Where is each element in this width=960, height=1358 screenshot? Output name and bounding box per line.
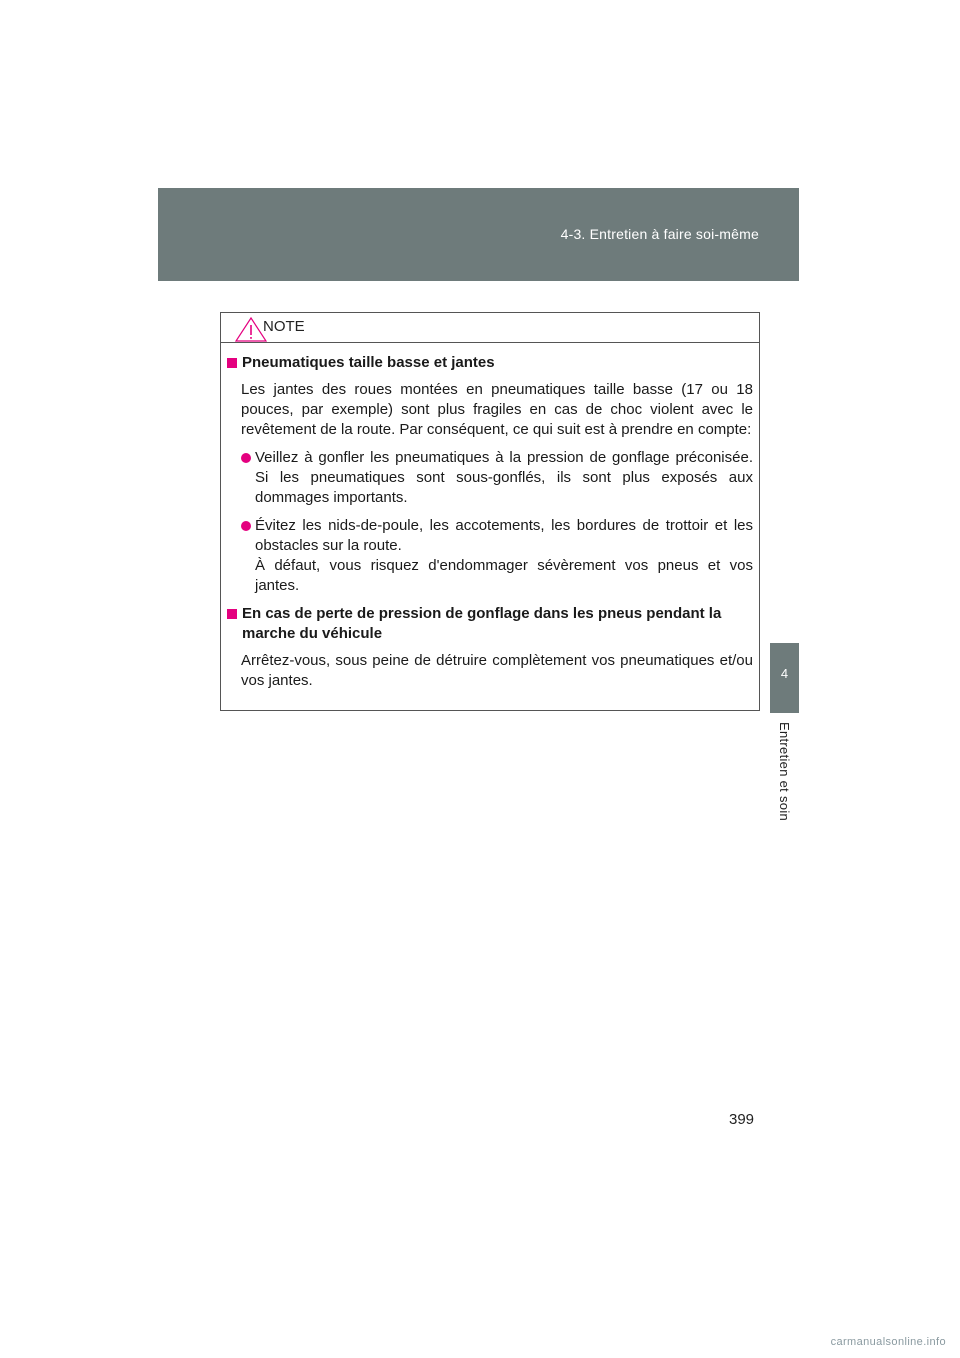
list-item: [241, 448, 753, 508]
page-number: 399: [729, 1111, 755, 1128]
list-item-line: À défaut, vous risquez d'endommager sévèrement vos pneus et vos jantes.: [255, 557, 753, 594]
list-item-text: [255, 516, 753, 596]
square-bullet-icon: [227, 358, 237, 368]
chapter-number: 4: [780, 666, 789, 681]
section-heading: [227, 353, 753, 373]
chapter-label: Entretien et soin: [777, 722, 792, 822]
section-heading: [227, 604, 753, 644]
note-box: [220, 312, 760, 711]
note-body: [221, 343, 759, 691]
header-band: [158, 188, 799, 281]
section-paragraph: Arrêtez-vous, sous peine de détruire complètement vos pneumatiques et/ou vos jantes.: [241, 652, 753, 689]
note-header: [221, 313, 759, 343]
section-title: 4-3. Entretien à faire soi-même: [560, 226, 759, 242]
list-item-line: Évitez les nids-de-poule, les accotements, les bordures de trottoir et les obstacles sur la route.: [255, 517, 753, 554]
list-item: [241, 516, 753, 596]
section-paragraph: Les jantes des roues montées en pneumatiques taille basse (17 ou 18 pouces, par exemple) sont plus fragiles en cas de choc violent avec le revêtement de la route. Par conséquent, ce qui suit est à prendre en compte:: [241, 381, 753, 438]
note-label: NOTE: [263, 318, 305, 335]
section-heading-text: Pneumatiques taille basse et jantes: [242, 354, 495, 371]
square-bullet-icon: [227, 609, 237, 619]
circle-bullet-icon: [241, 521, 251, 531]
watermark: carmanualsonline.info: [830, 1336, 946, 1348]
chapter-tab: [770, 643, 799, 713]
section-heading-text: En cas de perte de pression de gonflage dans les pneus pendant la marche du véhicule: [242, 605, 722, 642]
circle-bullet-icon: [241, 453, 251, 463]
list-item-text: Veillez à gonfler les pneumatiques à la pression de gonflage préconisée. Si les pneumatiques sont sous-gonflés, ils sont plus exposés aux dommages importants.: [255, 449, 753, 506]
